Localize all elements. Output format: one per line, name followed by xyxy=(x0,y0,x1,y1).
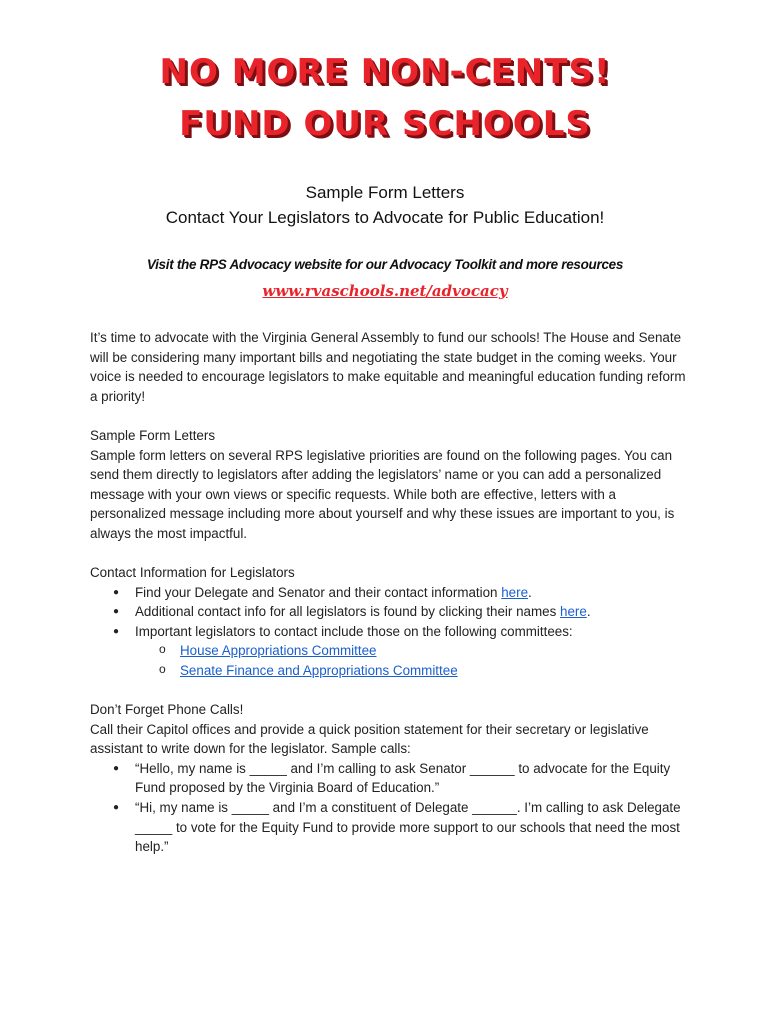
sample-letters-body: Sample form letters on several RPS legislative priorities are found on the following pages. You can send them directly to legislators after adding the legislators’ name or you can add a personalized message with your own views or specific requests. While both are effective, letters with a personalized message including more about yourself and why these issues are important to you, is always the most impactful. xyxy=(90,447,675,541)
list-item xyxy=(90,641,690,661)
find-legislator-here-link[interactable]: here xyxy=(501,584,529,600)
list-item xyxy=(90,622,690,681)
sample-calls-list xyxy=(90,759,690,857)
list-item: ● “Hello, my name is _____ and I’m calling to ask Senator ______ to advocate for the Equity Fund proposed by the Virginia Board of Education.” xyxy=(90,759,690,798)
house-appropriations-link[interactable]: House Appropriations Committee xyxy=(180,643,377,659)
contact-item-1-end: . xyxy=(528,584,532,600)
contact-item-2-text: Additional contact info for all legislators is found by clicking their names xyxy=(135,604,560,620)
phone-calls-heading: Don’t Forget Phone Calls! xyxy=(90,702,244,717)
document-title: Sample Form Letters xyxy=(305,183,465,202)
advocacy-url-link[interactable]: www.rvaschools.net/advocacy xyxy=(262,282,508,300)
phone-calls-body: Call their Capitol offices and provide a quick position statement for their secretary or legislative assistant to write down for the legislator. Sample calls: xyxy=(90,721,649,757)
headline-line-1: NO MORE NON-CENTS! xyxy=(159,52,611,92)
sample-letters-section xyxy=(90,426,690,544)
list-item xyxy=(90,661,690,681)
list-item: ● “Hi, my name is _____ and I’m a constituent of Delegate ______. I’m calling to ask Delegate _____ to vote for the Equity Fund to provide more support to our schools that need the most help.” xyxy=(90,798,690,857)
contact-info-list xyxy=(90,583,690,681)
senate-finance-link[interactable]: Senate Finance and Appropriations Committee xyxy=(180,662,458,678)
document-subtitle: Contact Your Legislators to Advocate for Public Education! xyxy=(165,208,605,227)
visit-website-note: Visit the RPS Advocacy website for our Advocacy Toolkit and more resources xyxy=(146,257,624,272)
contact-info-section xyxy=(90,563,690,681)
all-legislators-here-link[interactable]: here xyxy=(560,604,587,620)
intro-text: It’s time to advocate with the Virginia General Assembly to fund our schools! The House and Senate will be considering many important bills and negotiating the state budget in the coming weeks. Your voice is needed to encourage legislators to make equitable and meaningful education funding reform a priority! xyxy=(90,330,686,404)
contact-item-1-text: Find your Delegate and Senator and their contact information xyxy=(135,584,502,600)
list-item xyxy=(90,602,690,622)
headline-line-2: FUND OUR SCHOOLS xyxy=(179,104,591,144)
list-item xyxy=(90,583,690,603)
contact-info-heading: Contact Information for Legislators xyxy=(90,565,295,580)
intro-paragraph xyxy=(90,328,690,406)
contact-item-3-text: Important legislators to contact include those on the following committees: xyxy=(135,623,573,639)
sample-letters-heading: Sample Form Letters xyxy=(90,428,216,443)
phone-calls-section xyxy=(90,700,690,857)
committee-list xyxy=(135,641,690,680)
contact-item-2-end: . xyxy=(586,604,591,620)
